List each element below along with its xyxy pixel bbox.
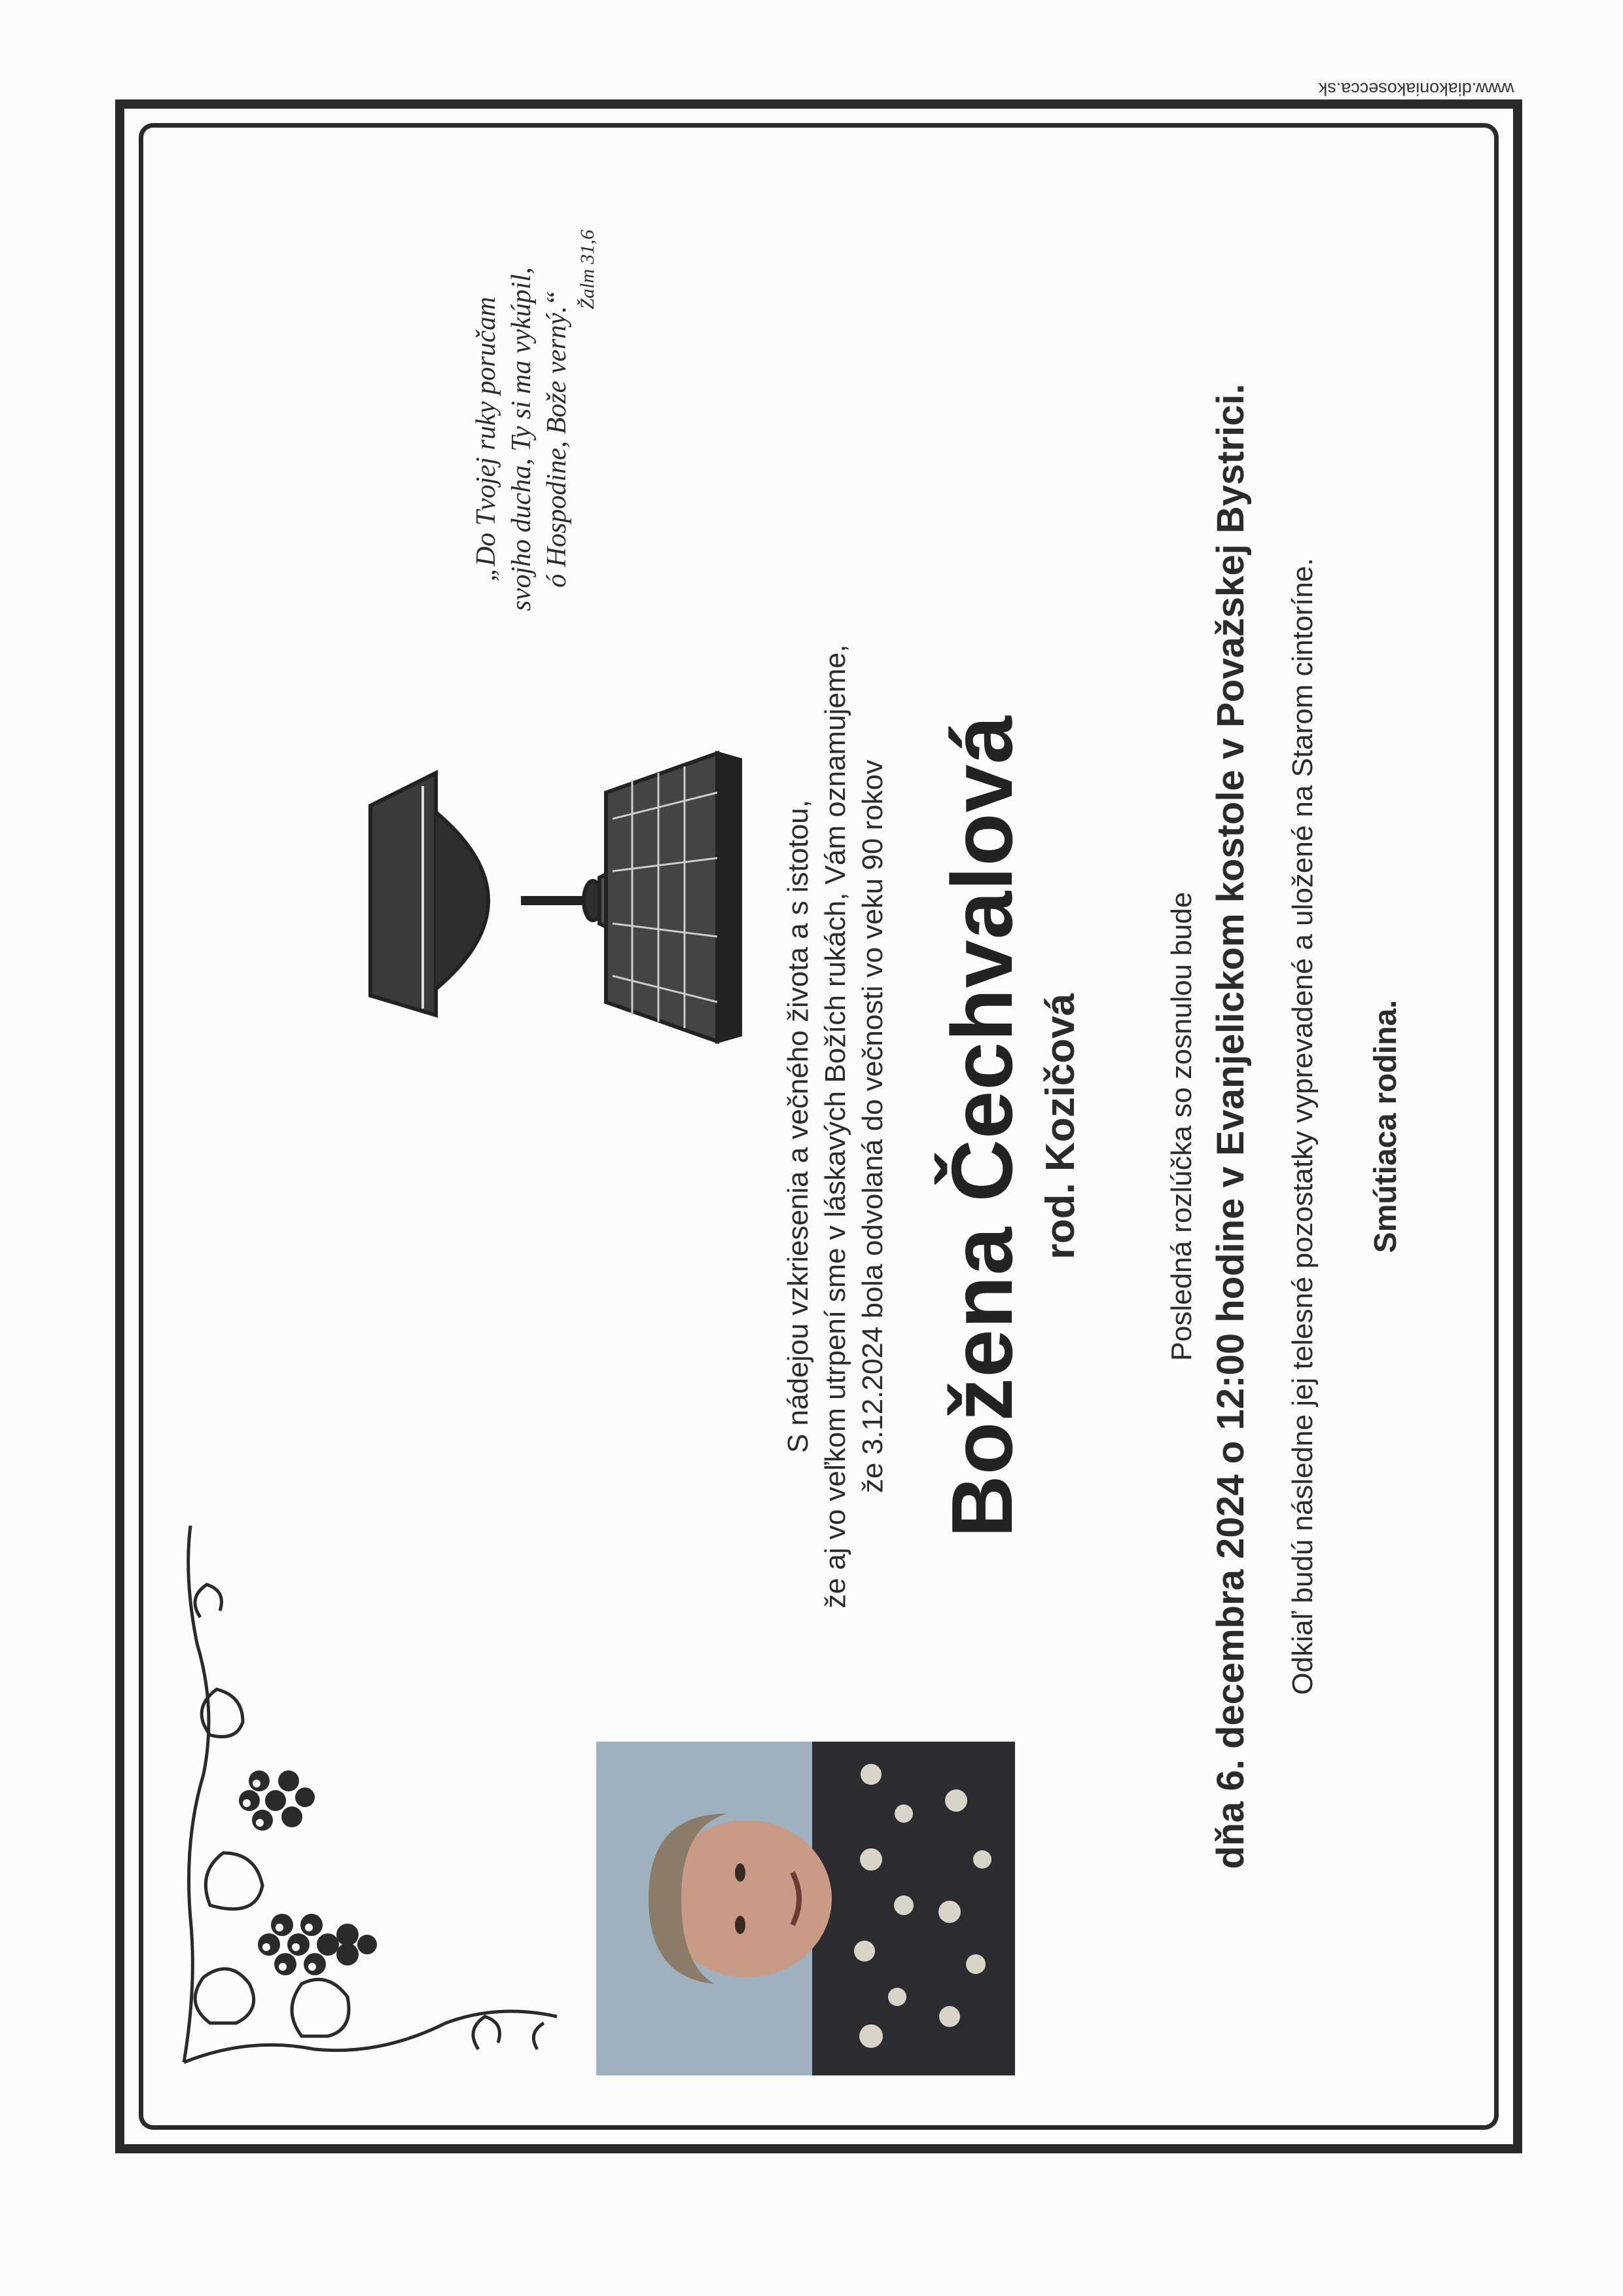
quote-line-1: „Do Tvojej ruky poručam — [471, 296, 501, 582]
quote-line-2: svojho ducha, Ty si ma vykúpil, — [507, 267, 537, 611]
burial-details: Odkiaľ budú následne jej telesné pozostatky vyprevadené a uložené na Starom cintoríne. — [1287, 558, 1319, 1695]
quote-line-3: ó Hospodine, Bože verný.“ — [542, 291, 572, 588]
chalice-bible-icon — [325, 747, 743, 1054]
grapevine-corner-icon — [171, 1513, 577, 2075]
obituary-content — [171, 177, 1467, 2075]
ceremony-details: dňa 6. decembra 2024 o 12:00 hodine v Evanjelickom kostole v Považskej Bystrici. — [1209, 384, 1252, 1869]
intro-line-1: S nádejou vzkriesenia a večného života a s istotou, — [782, 800, 814, 1453]
quote-reference: Žalm 31,6 — [577, 230, 598, 310]
intro-line-3: že 3.12.2024 bola odvolaná do večnosti vo veku 90 rokov — [857, 759, 889, 1494]
deceased-name: Božena Čechvalová — [934, 715, 1030, 1538]
website-url: www.diakoniakosecca.sk — [1318, 79, 1514, 99]
farewell-intro: Posledná rozlúčka so zosnulou bude — [1166, 891, 1198, 1361]
psalm-quote — [469, 204, 601, 675]
family-signature: Smútiaca rodina. — [1368, 999, 1403, 1253]
maiden-name: rod. Kozičová — [1038, 993, 1083, 1260]
announcement-text — [779, 439, 891, 1814]
intro-line-2: že aj vo veľkom utrpení sme v láskavých Božích rukách, Vám oznamujeme, — [819, 644, 851, 1609]
